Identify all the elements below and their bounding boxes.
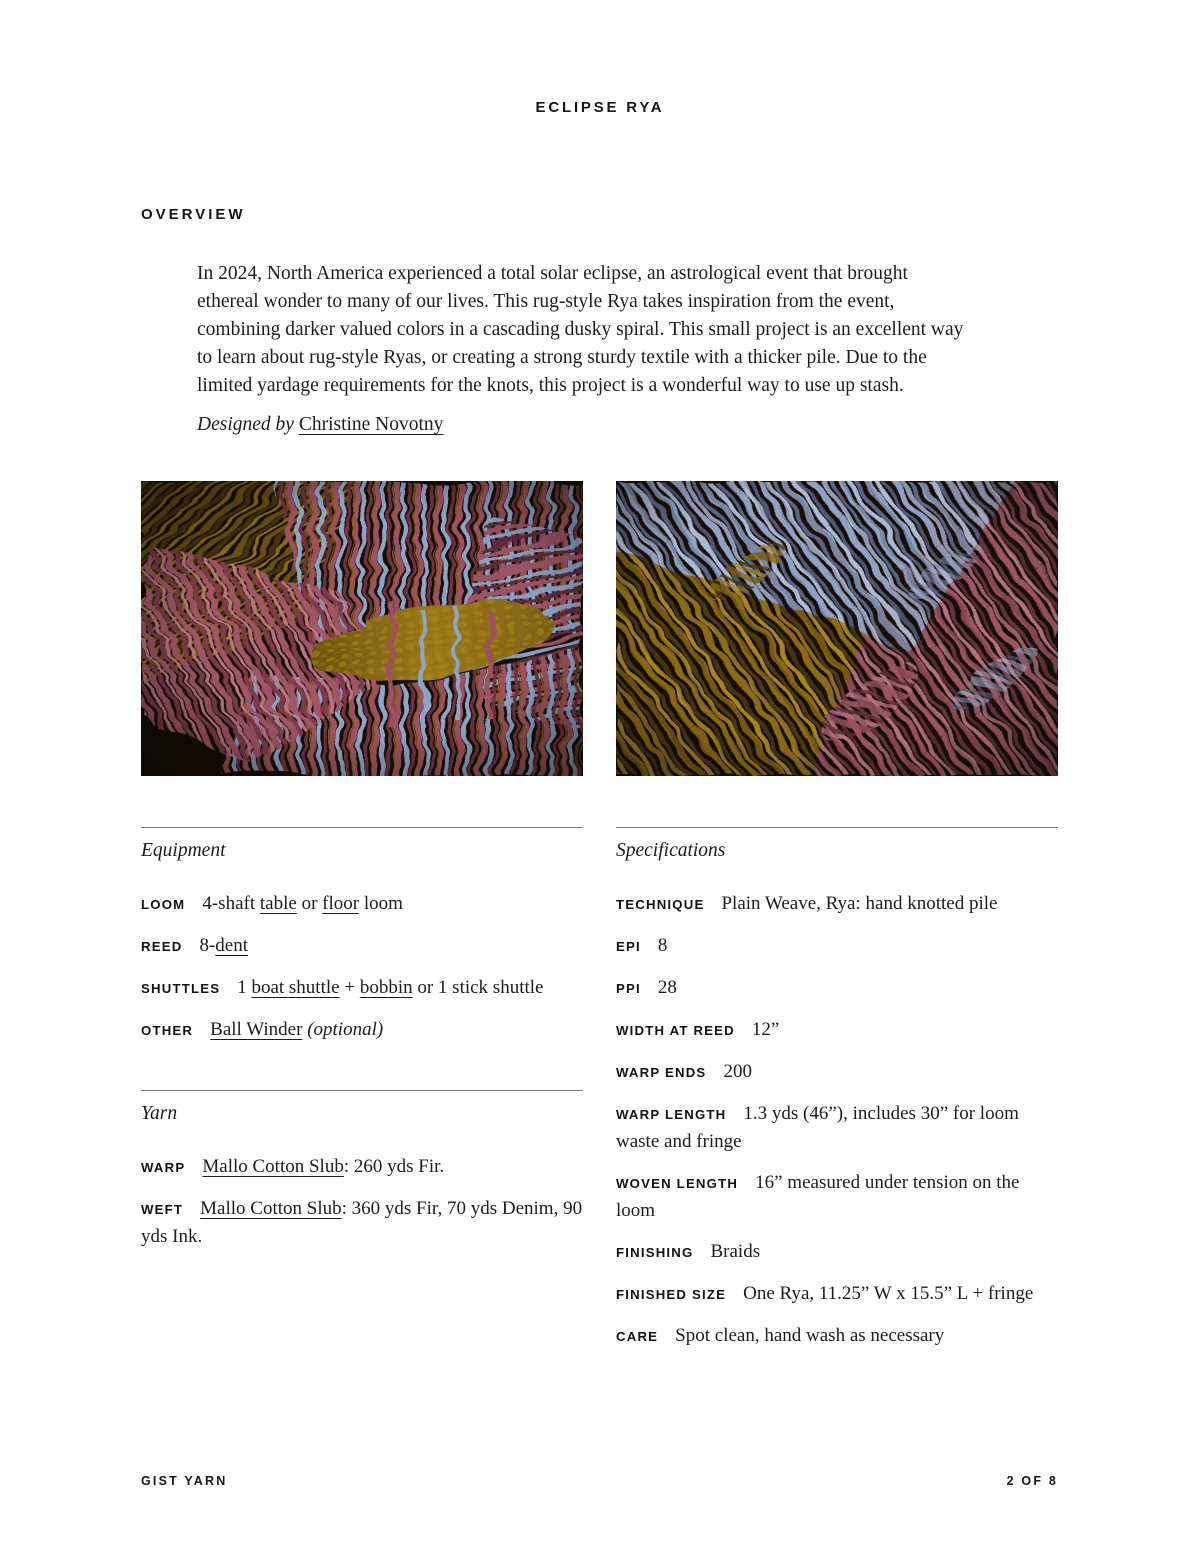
photo-rya-fringe-closeup-image <box>141 481 583 776</box>
divider <box>141 827 583 828</box>
spec-row-reed <box>141 932 583 960</box>
divider <box>141 1090 583 1091</box>
spec-label: SHUTTLES <box>141 981 221 996</box>
spec-label: EPI <box>616 939 641 954</box>
spec-label: FINISHING <box>616 1245 694 1260</box>
paragraph-line: to learn about rug-style Ryas, or creating a strong sturdy textile with a thicker pile. Due to the <box>197 347 927 368</box>
text-segment: Spot clean, hand wash as necessary <box>675 1325 945 1346</box>
spec-row-finished-size <box>616 1280 1058 1308</box>
page-title: ECLIPSE RYA <box>535 99 665 116</box>
paragraph-line: combining darker valued colors in a cascading dusky spiral. This small project is an excellent way <box>197 319 964 340</box>
overview-heading: OVERVIEW <box>141 206 246 223</box>
spec-value <box>141 1198 582 1247</box>
spec-row-warp-ends <box>616 1058 1058 1086</box>
text-segment: loom <box>359 893 403 914</box>
text-segment: 1.3 yds (46”), includes 30” for loom waste and fringe <box>616 1103 1019 1152</box>
designer-link[interactable]: Christine Novotny <box>298 414 444 435</box>
reed-dent-link[interactable]: dent <box>215 935 248 956</box>
paragraph-line: In 2024, North America experienced a total solar eclipse, an astrological event that brought <box>197 263 908 284</box>
spec-value <box>237 977 543 998</box>
spec-value <box>710 1241 760 1262</box>
paragraph-line: limited yardage requirements for the knots, this project is a wonderful way to use up stash. <box>197 375 904 396</box>
bobbin-link[interactable]: bobbin <box>359 977 413 998</box>
mallo-cotton-slub-weft-link[interactable]: Mallo Cotton Slub <box>200 1198 342 1219</box>
footer-brand: GIST YARN <box>141 1474 228 1488</box>
spec-value <box>675 1325 944 1346</box>
text-segment: (optional) <box>307 1019 384 1040</box>
ball-winder-link[interactable]: Ball Winder <box>210 1019 303 1040</box>
text-segment: 4-shaft <box>202 893 260 914</box>
footer-page-number: 2 OF 8 <box>1006 1474 1058 1488</box>
designed-by-line <box>197 411 443 439</box>
spec-value <box>202 893 403 914</box>
spec-row-other <box>141 1016 583 1044</box>
text-segment: or <box>296 893 323 914</box>
spec-label: WARP LENGTH <box>616 1107 727 1122</box>
text-segment: Designed by <box>197 414 299 435</box>
spec-label: WIDTH AT REED <box>616 1023 735 1038</box>
text-segment: 8 <box>657 935 668 956</box>
spec-label: REED <box>141 939 183 954</box>
spec-label: CARE <box>616 1329 659 1344</box>
specifications-column <box>616 827 1058 1364</box>
spec-row-warp-length <box>616 1100 1058 1155</box>
spec-label: TECHNIQUE <box>616 897 705 912</box>
spec-label: WARP <box>141 1160 186 1175</box>
equipment-column <box>141 827 583 1264</box>
text-segment: : 260 yds Fir. <box>343 1156 445 1177</box>
spec-row-technique <box>616 890 1058 918</box>
spec-row-ppi <box>616 974 1058 1002</box>
equipment-heading: Equipment <box>141 840 226 861</box>
photo-rya-diagonal-texture-image <box>616 481 1058 776</box>
text-segment: Braids <box>710 1241 761 1262</box>
text-segment: 12” <box>751 1019 780 1040</box>
mallo-cotton-slub-warp-link[interactable]: Mallo Cotton Slub <box>202 1156 344 1177</box>
divider <box>616 827 1058 828</box>
text-segment: 8- <box>199 935 216 956</box>
spec-value <box>723 1061 752 1082</box>
text-segment: : 360 yds Fir, 70 yds Denim, 90 yds Ink. <box>141 1198 583 1247</box>
spec-value <box>210 1019 383 1040</box>
spec-row-shuttles <box>141 974 583 1002</box>
text-segment: One Rya, 11.25” W x 15.5” L + fringe <box>743 1283 1034 1304</box>
spec-value <box>658 935 668 956</box>
text-segment: 16” measured under tension on the loom <box>616 1172 1020 1221</box>
text-segment: 200 <box>723 1061 752 1082</box>
spec-value <box>202 1156 444 1177</box>
text-segment: Plain Weave, Rya: hand knotted pile <box>721 893 998 914</box>
boat-shuttle-link[interactable]: boat shuttle <box>251 977 340 998</box>
floor-loom-link[interactable]: floor <box>322 893 360 914</box>
spec-row-woven-length <box>616 1169 1058 1224</box>
text-segment: 28 <box>657 977 677 998</box>
yarn-heading: Yarn <box>141 1103 178 1124</box>
paragraph-line: ethereal wonder to many of our lives. This rug-style Rya takes inspiration from the event, <box>197 291 895 312</box>
text-segment: 1 <box>237 977 252 998</box>
spec-value <box>658 977 677 998</box>
spec-value <box>721 893 997 914</box>
text-segment: or 1 stick shuttle <box>412 977 544 998</box>
spec-row-weft <box>141 1195 583 1250</box>
overview-paragraph <box>197 260 1007 400</box>
spec-value <box>199 935 248 956</box>
page-footer <box>141 1474 1058 1488</box>
spec-row-width-at-reed <box>616 1016 1058 1044</box>
spec-row-loom <box>141 890 583 918</box>
spec-row-care <box>616 1322 1058 1350</box>
spec-label: WOVEN LENGTH <box>616 1176 739 1191</box>
spec-label: PPI <box>616 981 641 996</box>
spec-label: LOOM <box>141 897 186 912</box>
spec-row-finishing <box>616 1238 1058 1266</box>
photo-rya-fringe-closeup <box>141 481 583 776</box>
table-loom-link[interactable]: table <box>259 893 297 914</box>
spec-label: OTHER <box>141 1023 194 1038</box>
spec-label: WEFT <box>141 1202 184 1217</box>
spec-label: WARP ENDS <box>616 1065 707 1080</box>
text-segment: + <box>339 977 360 998</box>
spec-row-epi <box>616 932 1058 960</box>
spec-row-warp <box>141 1153 583 1181</box>
spec-value <box>752 1019 779 1040</box>
photo-rya-diagonal-texture <box>616 481 1058 776</box>
spec-label: FINISHED SIZE <box>616 1287 727 1302</box>
spec-value <box>743 1283 1033 1304</box>
specifications-heading: Specifications <box>616 840 726 861</box>
